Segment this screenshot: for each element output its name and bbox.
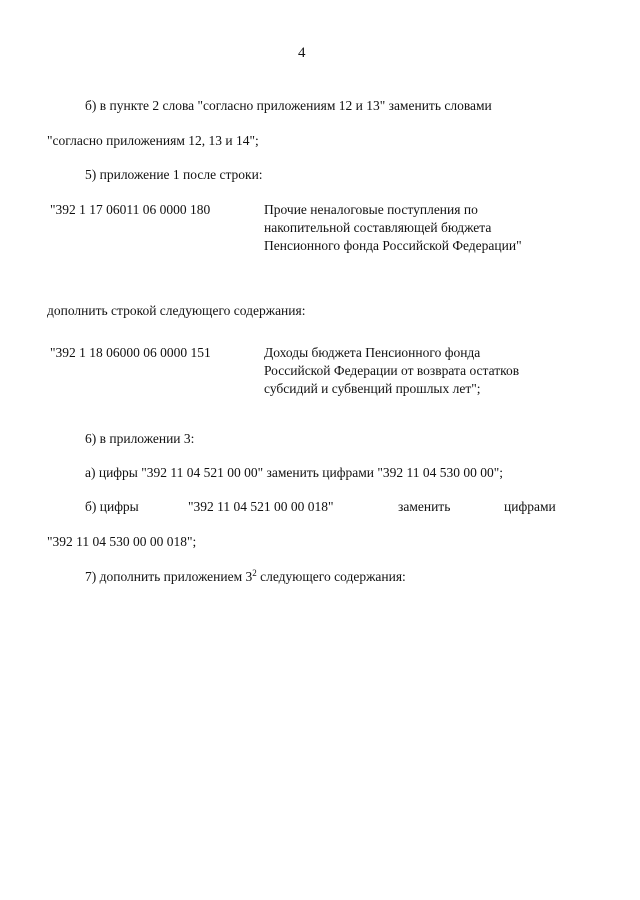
row1-code: "392 1 17 06011 06 0000 180	[50, 202, 211, 217]
paragraph-b-point2-line2: "согласно приложениям 12, 13 и 14";	[47, 133, 259, 148]
item-6b-old-code: "392 11 04 521 00 00 018"	[188, 499, 334, 514]
row2-code: "392 1 18 06000 06 0000 151	[50, 345, 211, 360]
paragraph-item-5: 5) приложение 1 после строки:	[85, 167, 263, 182]
item-6b-word: цифрами	[504, 499, 556, 514]
row1-description-line: Прочие неналоговые поступления по	[264, 202, 478, 217]
row1-description-line: накопительной составляющей бюджета	[264, 220, 492, 235]
item-6b-verb: заменить	[398, 499, 451, 514]
row2-description-line: Российской Федерации от возврата остатков	[264, 363, 520, 378]
paragraph-b-point2-line1: б) в пункте 2 слова "согласно приложениям 12 и 13" заменить словами	[85, 98, 492, 113]
item-7-text-after: следующего содержания:	[256, 569, 406, 584]
item-6b-label: б) цифры	[85, 499, 139, 514]
page-number: 4	[298, 45, 306, 61]
add-row-intro: дополнить строкой следующего содержания:	[47, 303, 306, 318]
row1-description	[264, 201, 522, 255]
row2-description	[264, 344, 519, 398]
paragraph-item-7	[85, 568, 406, 586]
row2-description-line: Доходы бюджета Пенсионного фонда	[264, 345, 481, 360]
paragraph-item-6: 6) в приложении 3:	[85, 431, 195, 446]
item-7-text: 7) дополнить приложением 3	[85, 569, 253, 584]
item-6b-line2: "392 11 04 530 00 00 018";	[47, 534, 197, 549]
row1-description-line: Пенсионного фонда Российской Федерации"	[264, 238, 522, 253]
row2-description-line: субсидий и субвенций прошлых лет";	[264, 381, 481, 396]
item-7-superscript: 2	[252, 568, 257, 578]
paragraph-item-6a: а) цифры "392 11 04 521 00 00" заменить цифрами "392 11 04 530 00 00";	[85, 465, 503, 480]
